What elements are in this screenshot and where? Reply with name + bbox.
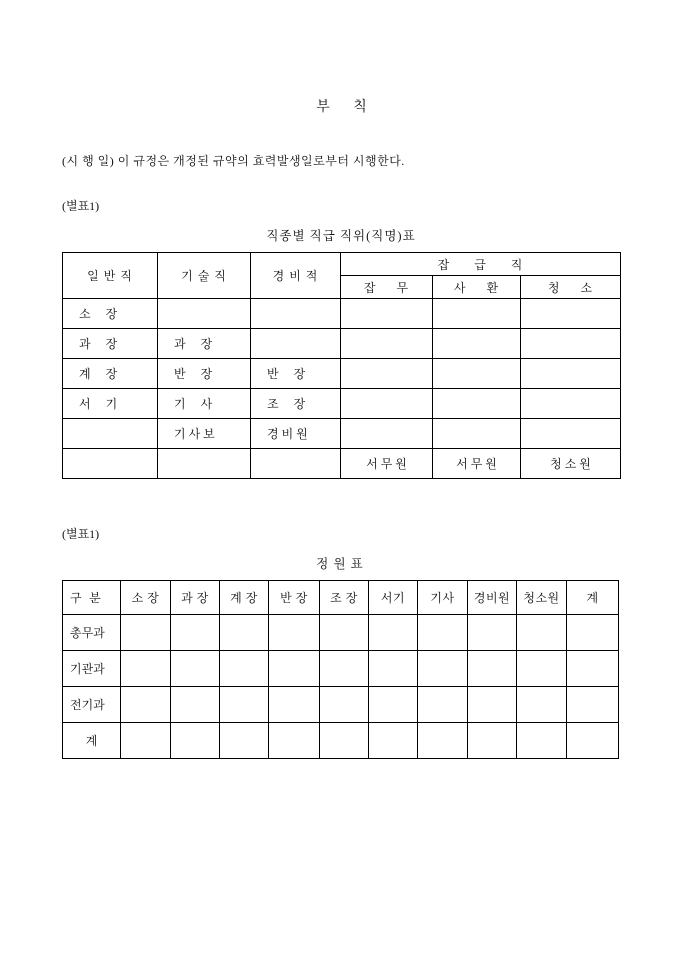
table-cell [121, 687, 171, 723]
table-cell [567, 687, 619, 723]
staffing-table-head [63, 581, 619, 615]
annex-label-2: (별표1) [62, 527, 100, 541]
table-cell [220, 651, 269, 687]
table-cell [567, 651, 619, 687]
table-cell: 반 장 [251, 359, 341, 389]
table-cell [418, 615, 468, 651]
table-row [63, 581, 619, 615]
header-banjang: 반 장 [269, 581, 320, 615]
table-cell: 서 무 원 [433, 449, 521, 479]
table-row [63, 615, 619, 651]
table-cell [121, 651, 171, 687]
table-cell [341, 299, 433, 329]
table-row [63, 723, 619, 759]
table-cell [433, 389, 521, 419]
header-security-service: 경 비 적 [251, 253, 341, 299]
staffing-table-title: 정 원 표 [316, 557, 364, 571]
table-cell [433, 299, 521, 329]
header-gisa: 기사 [418, 581, 468, 615]
table-cell: 경 비 원 [251, 419, 341, 449]
staffing-table [62, 580, 619, 759]
doc-title: 부 칙 [316, 100, 368, 115]
table-cell [369, 651, 418, 687]
table-cell [517, 723, 567, 759]
table-row [63, 449, 621, 479]
table-row [63, 359, 621, 389]
staffing-table-section [62, 525, 622, 759]
table-row [63, 329, 621, 359]
header-general-service: 일 반 직 [63, 253, 158, 299]
position-table-section [62, 226, 622, 479]
table-cell: 기 사 보 [158, 419, 251, 449]
position-table [62, 252, 621, 479]
table-cell [121, 723, 171, 759]
header-gyeongbiwon: 경비원 [468, 581, 517, 615]
table-cell [468, 615, 517, 651]
table-row [63, 687, 619, 723]
table-cell [269, 687, 320, 723]
table-cell [521, 419, 621, 449]
table-cell [320, 651, 369, 687]
table-cell [220, 615, 269, 651]
table-cell [121, 615, 171, 651]
annex-label-1: (별표1) [62, 199, 100, 213]
header-errand: 사 환 [433, 276, 521, 299]
staffing-table-body [63, 615, 619, 759]
header-total: 계 [567, 581, 619, 615]
table-cell [369, 615, 418, 651]
header-cleaning: 청 소 [521, 276, 621, 299]
table-cell [369, 723, 418, 759]
table-cell [320, 615, 369, 651]
header-seogi: 서기 [369, 581, 418, 615]
table-row [63, 389, 621, 419]
table-cell: 계 장 [63, 359, 158, 389]
table-cell [320, 723, 369, 759]
effective-date-clause: (시 행 일) 이 규정은 개정된 규약의 효력발생일로부터 시행한다. [62, 154, 405, 168]
table-cell: 반 장 [158, 359, 251, 389]
table-cell [468, 723, 517, 759]
row-label: 계 [63, 723, 121, 759]
position-table-title: 직종별 직급 직위(직명)표 [266, 229, 416, 243]
table-cell [517, 615, 567, 651]
table-cell [369, 687, 418, 723]
table-cell [567, 615, 619, 651]
position-table-body [63, 299, 621, 479]
table-row [63, 419, 621, 449]
table-cell [468, 651, 517, 687]
table-cell [171, 687, 220, 723]
table-cell [269, 615, 320, 651]
table-row [63, 253, 621, 276]
table-cell [517, 651, 567, 687]
table-cell: 기 사 [158, 389, 251, 419]
table-cell [418, 651, 468, 687]
staffing-table-wrap [62, 554, 622, 759]
table-cell [468, 687, 517, 723]
table-cell [171, 723, 220, 759]
table-cell [251, 449, 341, 479]
table-cell [341, 419, 433, 449]
table-cell [63, 419, 158, 449]
header-misc-group: 잡 급 직 [341, 253, 621, 276]
table-cell [521, 359, 621, 389]
table-cell [269, 651, 320, 687]
table-cell: 서 무 원 [341, 449, 433, 479]
table-cell [320, 687, 369, 723]
table-cell [341, 359, 433, 389]
header-cheongsowon: 청소원 [517, 581, 567, 615]
header-category: 구 분 [63, 581, 121, 615]
header-sojang: 소 장 [121, 581, 171, 615]
table-cell [433, 419, 521, 449]
header-technical-service: 기 술 직 [158, 253, 251, 299]
header-misc-work: 잡 무 [341, 276, 433, 299]
table-cell: 과 장 [63, 329, 158, 359]
header-gwajang: 과 장 [171, 581, 220, 615]
row-label: 기관과 [63, 651, 121, 687]
table-cell: 소 장 [63, 299, 158, 329]
table-cell [418, 687, 468, 723]
table-cell: 청 소 원 [521, 449, 621, 479]
table-cell [158, 449, 251, 479]
table-cell [220, 723, 269, 759]
table-row [63, 651, 619, 687]
table-cell: 과 장 [158, 329, 251, 359]
table-cell [341, 329, 433, 359]
table-cell [521, 329, 621, 359]
table-cell [567, 723, 619, 759]
table-cell: 서 기 [63, 389, 158, 419]
table-cell [171, 651, 220, 687]
table-cell: 조 장 [251, 389, 341, 419]
table-cell [418, 723, 468, 759]
table-cell [269, 723, 320, 759]
table-cell [63, 449, 158, 479]
position-table-head [63, 253, 621, 299]
table-cell [521, 299, 621, 329]
row-label: 전기과 [63, 687, 121, 723]
header-gyejang: 계 장 [220, 581, 269, 615]
table-cell [171, 615, 220, 651]
table-cell [521, 389, 621, 419]
table-cell [341, 389, 433, 419]
table-cell [220, 687, 269, 723]
table-row [63, 299, 621, 329]
table-cell [433, 359, 521, 389]
row-label: 총무과 [63, 615, 121, 651]
table-cell [158, 299, 251, 329]
table-cell [251, 329, 341, 359]
table-cell [433, 329, 521, 359]
table-cell [517, 687, 567, 723]
header-jojang: 조 장 [320, 581, 369, 615]
table-cell [251, 299, 341, 329]
